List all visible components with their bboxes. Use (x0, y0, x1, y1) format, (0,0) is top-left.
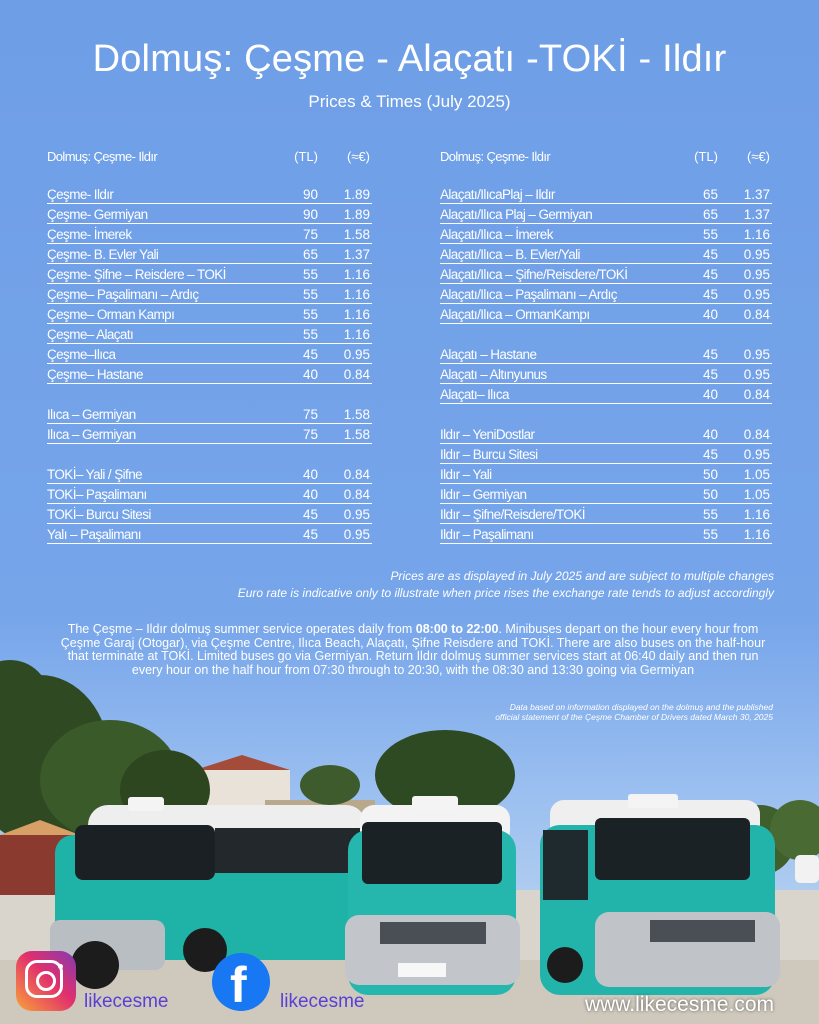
route-name: Ildır – YeniDostlar (440, 427, 535, 442)
route-name: TOKİ– Paşalimanı (47, 487, 147, 502)
price-tl: 50 (702, 487, 718, 502)
price-tl: 40 (702, 387, 718, 402)
description-text: . Minibuses depart on the hour every hour from Çeşme Garaj (Otogar), via Çeşme Centre, Ilıca Beach, Alaçatı, Şifne Reisdere and TOKİ. There are also buses on the half-hour that terminate at TOKİ. Limited buses go via Germiyan. Return Ildır dolmuş summer services start at 06:40 daily and then run every hour on the half hour from 07:30 through to 20:30, with the 08:30 and 13:30 going via Germiyan (60, 622, 766, 677)
route-name: Ildır – Germiyan (440, 487, 527, 502)
price-tl: 75 (302, 427, 318, 442)
route-name: Ilıca – Germiyan (47, 427, 136, 442)
price-tl: 55 (302, 287, 318, 302)
route-name: Çeşme- İmerek (47, 227, 132, 242)
source-line: official statement of the Çeşme Chamber of Drivers dated March 30, 2025 (495, 712, 773, 722)
note-line: Euro rate is indicative only to illustrate when price rises the exchange rate tends to adjust accordingly (237, 586, 774, 600)
header-eur: (≈€) (346, 149, 370, 164)
route-name: Çeşme- Şifne – Reisdere – TOKİ (47, 267, 226, 282)
price-tl: 65 (302, 247, 318, 262)
price-eur: 1.05 (743, 467, 770, 482)
route-name: TOKİ– Yali / Şifne (47, 467, 143, 482)
price-eur: 0.95 (743, 267, 770, 282)
header-eur: (≈€) (746, 149, 770, 164)
price-eur: 1.58 (343, 227, 370, 242)
website-link[interactable]: www.likecesme.com (584, 993, 774, 1016)
price-eur: 0.95 (743, 287, 770, 302)
price-tl: 55 (302, 267, 318, 282)
table-row (47, 365, 372, 384)
table-row (47, 245, 372, 264)
group-spacer (440, 405, 772, 424)
price-tl: 40 (302, 487, 318, 502)
table-row (47, 325, 372, 344)
price-tl: 45 (302, 527, 318, 542)
price-tl: 40 (302, 467, 318, 482)
table-row (440, 265, 772, 284)
route-name: Çeşme– Orman Kampı (47, 307, 175, 322)
route-name: Alaçatı/Ilıca – İmerek (440, 227, 553, 242)
price-eur: 1.89 (343, 207, 370, 222)
route-name: Alaçatı/IlıcaPlaj – Ildır (440, 187, 555, 202)
price-eur: 0.95 (343, 527, 370, 542)
table-row (440, 425, 772, 444)
route-name: Çeşme– Hastane (47, 367, 143, 382)
price-tl: 40 (302, 367, 318, 382)
price-eur: 0.95 (743, 247, 770, 262)
route-name: Alaçatı/Ilıca – Şifne/Reisdere/TOKİ (440, 267, 628, 282)
price-eur: 0.84 (743, 387, 770, 402)
description-text: The Çeşme – Ildır dolmuş summer service operates daily from (67, 622, 416, 636)
price-eur: 1.16 (343, 307, 370, 322)
price-eur: 1.58 (343, 427, 370, 442)
price-eur: 1.16 (743, 227, 770, 242)
table-row (47, 305, 372, 324)
facebook-icon[interactable]: f (212, 953, 270, 1011)
price-tl: 45 (302, 507, 318, 522)
price-tl: 40 (702, 427, 718, 442)
price-eur: 1.16 (743, 527, 770, 542)
table-row (47, 465, 372, 484)
table-row (47, 345, 372, 364)
table-row (440, 345, 772, 364)
price-table-left (47, 145, 372, 545)
instagram-handle[interactable]: likecesme (84, 991, 169, 1012)
route-name: TOKİ– Burcu Sitesi (47, 507, 151, 522)
price-tl: 55 (702, 527, 718, 542)
route-name: Alaçatı– Ilıca (440, 387, 509, 402)
route-name: Alaçatı/Ilıca Plaj – Germiyan (440, 207, 593, 222)
table-header (47, 145, 372, 165)
price-eur: 1.16 (343, 287, 370, 302)
route-name: Ildır – Şifne/Reisdere/TOKİ (440, 507, 585, 522)
price-tl: 45 (702, 367, 718, 382)
table-row (47, 505, 372, 524)
route-name: Ilıca – Germiyan (47, 407, 136, 422)
route-name: Alaçatı/Ilıca – OrmanKampı (440, 307, 590, 322)
service-description (52, 623, 774, 677)
price-eur: 0.84 (343, 467, 370, 482)
price-tl: 90 (302, 187, 318, 202)
price-eur: 0.95 (343, 347, 370, 362)
service-hours: 08:00 to 22:00 (415, 622, 499, 636)
price-eur: 0.84 (343, 487, 370, 502)
source-line: Data based on information displayed on the dolmuş and the published (509, 702, 773, 712)
price-tl: 75 (302, 407, 318, 422)
route-name: Ildır – Paşalimanı (440, 527, 534, 542)
table-row (440, 505, 772, 524)
price-tl: 45 (302, 347, 318, 362)
table-row (47, 405, 372, 424)
route-name: Çeşme- Germiyan (47, 207, 148, 222)
route-name: Çeşme– Alaçatı (47, 327, 134, 342)
price-tl: 55 (702, 507, 718, 522)
route-name: Ildır – Burcu Sitesi (440, 447, 538, 462)
table-row (47, 265, 372, 284)
table-row (440, 385, 772, 404)
table-row (47, 205, 372, 224)
data-source (495, 702, 773, 722)
table-row (440, 205, 772, 224)
route-name: Çeşme- Ildır (47, 187, 114, 202)
price-notes (238, 568, 774, 602)
price-eur: 0.95 (743, 367, 770, 382)
price-eur: 0.95 (743, 447, 770, 462)
price-eur: 1.89 (343, 187, 370, 202)
facebook-handle[interactable]: likecesme (280, 991, 365, 1012)
table-row (47, 525, 372, 544)
price-tl: 55 (302, 327, 318, 342)
table-row (440, 245, 772, 264)
price-eur: 0.95 (343, 507, 370, 522)
price-tl: 65 (702, 207, 718, 222)
price-tl: 45 (702, 287, 718, 302)
table-row (440, 485, 772, 504)
page-subtitle: Prices & Times (July 2025) (308, 92, 511, 111)
price-tl: 65 (702, 187, 718, 202)
price-eur: 1.58 (343, 407, 370, 422)
table-row (440, 225, 772, 244)
price-tl: 45 (702, 347, 718, 362)
route-name: Çeşme- B. Evler Yali (47, 247, 159, 262)
table-row (440, 445, 772, 464)
header-tl: (TL) (294, 149, 318, 164)
price-eur: 1.16 (343, 327, 370, 342)
route-name: Çeşme–Ilıca (47, 347, 116, 362)
price-eur: 0.84 (743, 427, 770, 442)
price-tl: 45 (702, 247, 718, 262)
table-row (47, 425, 372, 444)
price-eur: 0.84 (743, 307, 770, 322)
price-eur: 1.37 (743, 187, 770, 202)
price-tl: 40 (702, 307, 718, 322)
page-title: Dolmuş: Çeşme - Alaçatı -TOKİ - Ildır (92, 38, 727, 80)
price-tl: 45 (702, 447, 718, 462)
table-row (47, 285, 372, 304)
route-name: Yalı – Paşalimanı (47, 527, 141, 542)
price-eur: 1.16 (343, 267, 370, 282)
route-name: Ildır – Yali (440, 467, 492, 482)
group-spacer (47, 385, 372, 404)
instagram-icon[interactable] (16, 951, 76, 1011)
table-row (440, 525, 772, 544)
table-header (440, 145, 772, 165)
price-eur: 1.37 (343, 247, 370, 262)
price-tl: 50 (702, 467, 718, 482)
route-name: Alaçatı – Hastane (440, 347, 537, 362)
route-name: Çeşme– Paşalimanı – Ardıç (47, 287, 199, 302)
price-eur: 1.37 (743, 207, 770, 222)
route-name: Alaçatı/Ilıca – B. Evler/Yali (440, 247, 580, 262)
price-table-right (440, 145, 772, 545)
header-route: Dolmuş: Çeşme- Ildır (440, 149, 551, 164)
table-row (47, 485, 372, 504)
table-row (440, 185, 772, 204)
price-eur: 0.84 (343, 367, 370, 382)
table-row (440, 465, 772, 484)
note-line: Prices are as displayed in July 2025 and are subject to multiple changes (390, 569, 774, 583)
table-row (47, 225, 372, 244)
header-tl: (TL) (694, 149, 718, 164)
price-tl: 55 (302, 307, 318, 322)
price-eur: 1.16 (743, 507, 770, 522)
group-spacer (47, 445, 372, 464)
header-route: Dolmuş: Çeşme- Ildır (47, 149, 158, 164)
price-eur: 1.05 (743, 487, 770, 502)
price-tl: 90 (302, 207, 318, 222)
table-row (440, 365, 772, 384)
table-row (440, 285, 772, 304)
table-row (47, 185, 372, 204)
route-name: Alaçatı/Ilıca – Paşalimanı – Ardıç (440, 287, 617, 302)
price-tl: 55 (702, 227, 718, 242)
price-tl: 45 (702, 267, 718, 282)
table-row (440, 305, 772, 324)
price-tl: 75 (302, 227, 318, 242)
price-eur: 0.95 (743, 347, 770, 362)
route-name: Alaçatı – Altınyunus (440, 367, 547, 382)
group-spacer (440, 325, 772, 344)
